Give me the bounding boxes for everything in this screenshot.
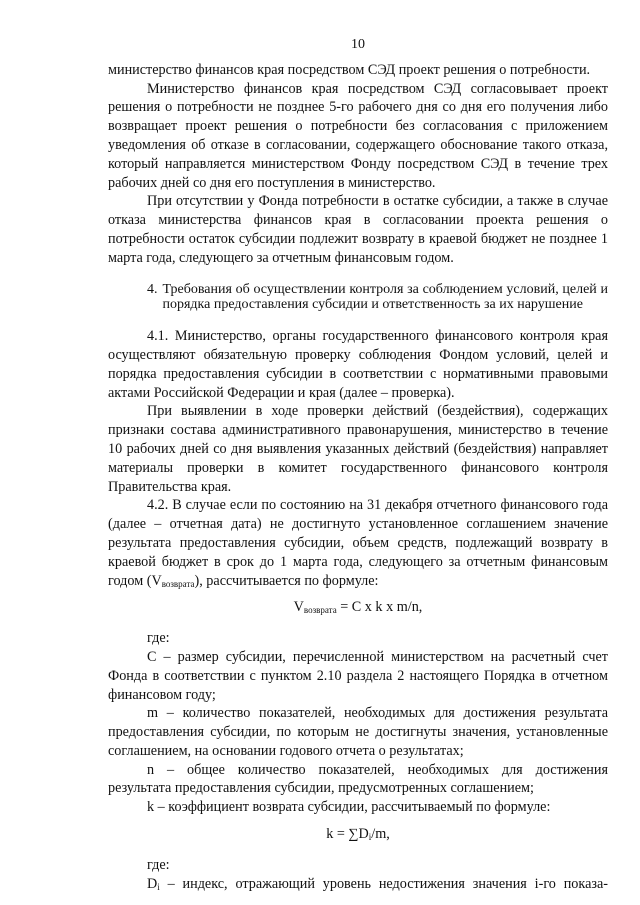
- definition-m: m – количество показателей, необходимых для достижения результата предоставления субсидии, по которым не достигнуты значения, установленные соглашением, на основании годового отчета о результатах;: [108, 705, 608, 759]
- formula-v-subscript: возврата: [303, 605, 337, 616]
- definition-n: n – общее количество показателей, необходимых для достижения результата предоставления субсидии, предусмотренных соглашением;: [108, 761, 608, 797]
- paragraph-4-1: 4.1. Министерство, органы государственного финансового контроля края осуществляют обязательную проверку соблюдения Фондом условий, целей и порядка предоставления субсидии в соответствии с нормативными правовыми актами Российской Федерации и края (далее – проверка).: [108, 328, 608, 401]
- definition-d-symbol: D: [147, 875, 158, 892]
- definition-d-text: – индекс, отражающий уровень недостижения значения i-го показа-: [159, 875, 608, 892]
- formula-k-subscript: i: [368, 832, 372, 843]
- paragraph-4-2-subscript: возврата: [161, 578, 195, 589]
- paragraph-4-2-text: 4.2. В случае если по состоянию на 31 декабря отчетного финансового года (далее – отчетная дата) не достигнуто установленное соглашением значение результата предоставления субсидии, объем средств, подлежащий возврату в краевой бюджет в срок до 1 марта года, следующего за отчетным финансовым годом (V: [108, 497, 608, 589]
- formula-k-rhs: /m,: [371, 826, 390, 843]
- definition-k: k – коэффициент возврата субсидии, рассчитываемый по формуле:: [147, 799, 551, 816]
- formula-v-return: [108, 598, 608, 617]
- formula-k-lhs: k = ∑D: [326, 826, 369, 843]
- definition-c: C – размер субсидии, перечисленной министерством на расчетный счет Фонда в соответствии с пунктом 2.10 раздела 2 настоящего Порядка в отчетном финансовом году;: [108, 648, 608, 703]
- section-heading: [147, 282, 608, 314]
- where-label: где:: [147, 630, 170, 647]
- paragraph-remainder-return: При отсутствии у Фонда потребности в остатке субсидии, а также в случае отказа министерства финансов края в согласовании проекта решения о потребности остаток субсидии подлежит возврату в краевой бюджет не позднее 1 марта года, следующего за отчетным финансовым годом.: [108, 193, 608, 266]
- paragraph-continuation: министерство финансов края посредством СЭД проект решения о потребности.: [108, 61, 591, 78]
- paragraph-4-2-tail: ), рассчитывается по формуле:: [194, 572, 379, 589]
- paragraph-approval: Министерство финансов края посредством СЭД согласовывает проект решения о потребности не позднее 5-го рабочего дня со дня его получения либо возвращает проект решения о потребности без согласования с приложением уведомления об отказе в согласовании, содержащего обоснование такого отказа, который направляется министерством Фонду посредством СЭД в течение трех рабочих дней со дня его поступления в министерство.: [108, 80, 608, 191]
- paragraph-4-2: [108, 496, 608, 590]
- section-title: Требования об осуществлении контроля за соблюдением условий, целей и порядка предоставления субсидии и ответственность за их нарушение: [162, 281, 608, 313]
- section-number: 4.: [147, 281, 158, 297]
- formula-k: [108, 825, 608, 844]
- page-number: 10: [351, 37, 365, 52]
- formula-v-lhs: V: [293, 599, 304, 616]
- where-label-2: где:: [147, 856, 170, 873]
- formula-v-rhs: = C x k x m/n,: [336, 599, 423, 616]
- paragraph-violation-materials: При выявлении в ходе проверки действий (бездействия), содержащих признаки состава административного правонарушения, министерство в течение 10 рабочих дней со дня выявления указанных действий (бездействия) направляет материалы проверки в комитет государственного финансового контроля Правительства края.: [108, 403, 608, 495]
- definition-d-subscript: i: [157, 881, 160, 892]
- document-page: [108, 36, 608, 893]
- definition-d: [108, 875, 608, 894]
